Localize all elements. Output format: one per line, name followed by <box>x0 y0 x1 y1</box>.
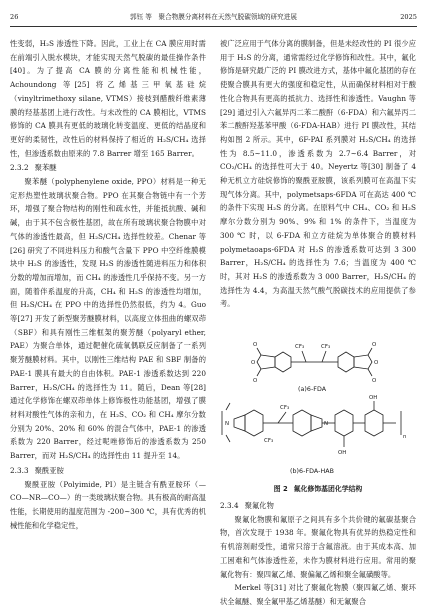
right-column <box>220 37 416 609</box>
figure-title: 氟化修饰基团化学结构 <box>293 485 363 494</box>
figure-panel-b-label: (b)6-FDA-HAB <box>290 468 334 476</box>
benzene-ring <box>293 410 311 436</box>
oxygen-label: O <box>251 360 256 367</box>
section-heading-polyimide <box>10 464 206 478</box>
chemical-structure-diagram <box>220 315 416 481</box>
figure-caption <box>220 483 416 495</box>
benzene-ring <box>275 352 291 372</box>
cf3-label: CF₃ <box>321 344 331 351</box>
benzene-ring <box>245 410 263 436</box>
hydroxyl-label: OH <box>369 395 378 402</box>
oxygen-label: O <box>372 342 377 349</box>
benzene-ring <box>365 410 383 436</box>
page-number: 26 <box>10 13 19 21</box>
section-heading-polyfluoride <box>220 499 416 513</box>
journal-year: 2025 <box>400 13 417 21</box>
cf3-label: CF₃ <box>295 344 305 351</box>
section-heading-ppo <box>10 161 206 175</box>
figure-number: 图 2 <box>273 485 288 494</box>
nitrogen-label: N <box>225 421 230 428</box>
repeat-unit-n: n <box>403 434 407 441</box>
running-title: 郭钰 等 聚合物膜分离材料在天然气脱碳领域的研究进展 <box>130 13 297 21</box>
oxygen-label: O <box>372 378 377 385</box>
header-rule <box>10 26 417 27</box>
nitrogen-label: N <box>324 421 329 428</box>
cf3-label: CF₃ <box>280 405 290 412</box>
hydroxyl-label: OH <box>338 450 347 457</box>
oxygen-label: O <box>253 378 258 385</box>
cf3-label: CF₃ <box>264 438 274 445</box>
figure-2-chemical-structures <box>220 315 416 481</box>
paragraph-merkel: Merkel 等[31] 对比了聚氟化物膜（聚四氟乙烯、聚环状全氟醚、聚全氟甲基乙烯基醚）和无氟聚合 <box>220 583 416 606</box>
section-title: 聚酰亚胺 <box>34 465 64 475</box>
paragraph-pi-fluorination: 被广泛应用于气体分离的膜制备，但是未经改性的 PI 很少应用于 H₂S 的分离，通常需经过化学修饰和改性。其中，氟化修饰是研究最广泛的 PI 膜改进方式，基体中氟化基团的存在使聚合膜具有更大的强度和稳定性，从而确保材料相对于酸性化合物具有更高的抵抗力、选择性和渗透性。Vaughn 等[29] 通过引入六氟异丙二苯二酸酐（6-FDA）和六氟异丙二苯二酸酐羟基苯甲酸（6-FDA-HAB）进行 PI 膜改性，其结构如图 2 所示。其中，6F-PAI 系列膜对 H₂S/CH₄ 的选择性为 8.5~11.0，渗透系数为 2.7~6.4 Barrer，对 CO₂/CH₄ 的选择性可大于 40。Neyertz 等[30] 制备了 4 种无机立方硅烷修饰的聚酰亚胺膜，该系列膜可在高温下实现气体分离。其中，polymetsaps-6FDA 可在高达 400 ℃ 的条件下实现 H₂S 的分离。在原料气中 CH₄、CO₂ 和 H₂S 摩尔分数分别为 90%、9% 和 1% 的条件下，当温度为 300 ℃ 时，以 6-FDA 和立方硅烷为单体聚合的膜材料 polymetaoaps-6FDA 对 H₂S 的渗透系数可达到 3 300 Barrer，H₂S/CH₄ 的选择性为 7.6；当温度为 400 ℃ 时，其对 H₂S 的渗透系数为 3 000 Barrer，H₂S/CH₄ 的选择性为 4.4，为高温天然气酸气脱碳技术的应用提供了参考。 <box>220 39 416 309</box>
paragraph-polyimide-intro: 聚酰亚胺（Polyimide, PI）是主链含有酰亚胺环（—CO—NR—CO—）的一类玻璃状聚合物。具有极高的耐高温性能，长期使用的温度范围为 -200~300 ℃，具有优秀的机械性能和化学稳定性， <box>10 479 206 530</box>
paragraph-ca-modification: 性变弱，H₂S 渗透性下降。因此，工业上在 CA 膜应用时需在前端引入脱水模块，才能实现天然气脱碳的最佳操作条件[40]。为了提高 CA 膜的分离性能和机械性能，Achoundong 等[25] 将乙烯基三甲氧基硅烷（vinyltrimethoxy silane, VTMS）接枝到醋酸纤维素薄膜的羟基基团上进行改性。与未改性的 CA 膜相比，VTMS 修饰的 CA 膜具有更低的玻璃化转变温度、更低的结晶度和更好的柔韧性，改性后的材料保持了相近的 H₂S/CH₄ 选择性，但渗透系数由原来的 7.8 Barrer 增至 165 Barrer。 <box>10 39 206 158</box>
oxygen-label: O <box>374 360 379 367</box>
figure-panel-a-label: (a)6-FDA <box>298 386 327 394</box>
structure-6fda-hab <box>222 401 401 447</box>
imide-ring <box>311 415 322 431</box>
anhydride-ring <box>257 355 275 369</box>
benzene-ring <box>338 352 354 372</box>
oxygen-label: O <box>253 342 258 349</box>
paragraph-polyfluoride: 聚氟化物膜和氟原子之间具有多个共价键的氟碳基聚合物，首次发现于 1938 年。聚氟化物具有优异的热稳定性和有机溶剂耐受性，通常只溶于含氟溶液。由于其成本高、加工困难和气体渗透性差，未作为膜材料进行应用。常用的聚氟化物有：聚四氟乙烯、聚偏氟乙烯和聚全氟磺酸等。 <box>220 514 416 579</box>
section-title: 聚氟化物 <box>244 501 274 511</box>
page-header <box>10 12 417 24</box>
imide-ring <box>234 415 245 431</box>
left-column <box>10 37 206 532</box>
benzene-ring <box>335 410 353 436</box>
section-number: 2.3.2 <box>10 163 29 173</box>
section-number: 2.3.4 <box>220 501 239 511</box>
section-title: 聚苯醚 <box>34 163 57 173</box>
section-number: 2.3.3 <box>10 465 29 475</box>
paragraph-ppo: 聚苯醚（polyphenylene oxide, PPO）材料是一种无定形热塑性玻璃状聚合物。PPO 在其聚合物链中有一个芳环，增强了聚合物结构的刚性和疏水性，并能抵抗酸、碱和碱，由于其不包含极性基团，故在所有玻璃状聚合物膜中对气体的渗透性最高，但 H₂S/CH₄ 选择性较差。Chenar 等[26] 研究了不同进料压力和酸气含量下 PPO 中空纤维膜模块中 H₂S 的渗透性，发现 H₂S 的渗透性随进料压力和体积分数的增加而增加，而 CH₄ 的渗透性几乎保持不变。另一方面，随着伴系温度的升高，CH₄ 和 H₂S 的渗透性均增加，但 H₂S/CH₄ 在 PPO 中的选择性仍然很低，约为 4。Guo 等[27] 开发了新型聚芳醚膜材料，以高度立体扭曲的螺双茚（SBF）和具有刚性三维框架的聚芳醚（polyaryl ether, PAE）为聚合单体，通过靶催化硫氧偶联反应制备了一系列聚芳醚膜材料。其中，以刚性三维结构 PAE 和 SBF 制备的 PAE-1 膜具有最大的自由体积。PAE-1 渗透系数达到 220 Barrer，H₂S/CH₄ 的选择性为 11。随后，Dean 等[28] 通过化学修饰在螺双茚单体上修饰极性功能基团，增强了膜材料对酸性气体的亲和力，在 H₂S、CO₂ 和 CH₄ 摩尔分数分别为 20%、20% 和 60% 的混合气体中，PAE-1 的渗透系数为 220 Barrer，经过呢唑修饰后的渗透系数为 250 Barrer，而对 H₂S/CH₄ 的选择性由 11 提升至 14。 <box>10 177 206 461</box>
structure-6fda <box>257 348 372 376</box>
anhydride-ring <box>354 355 372 369</box>
